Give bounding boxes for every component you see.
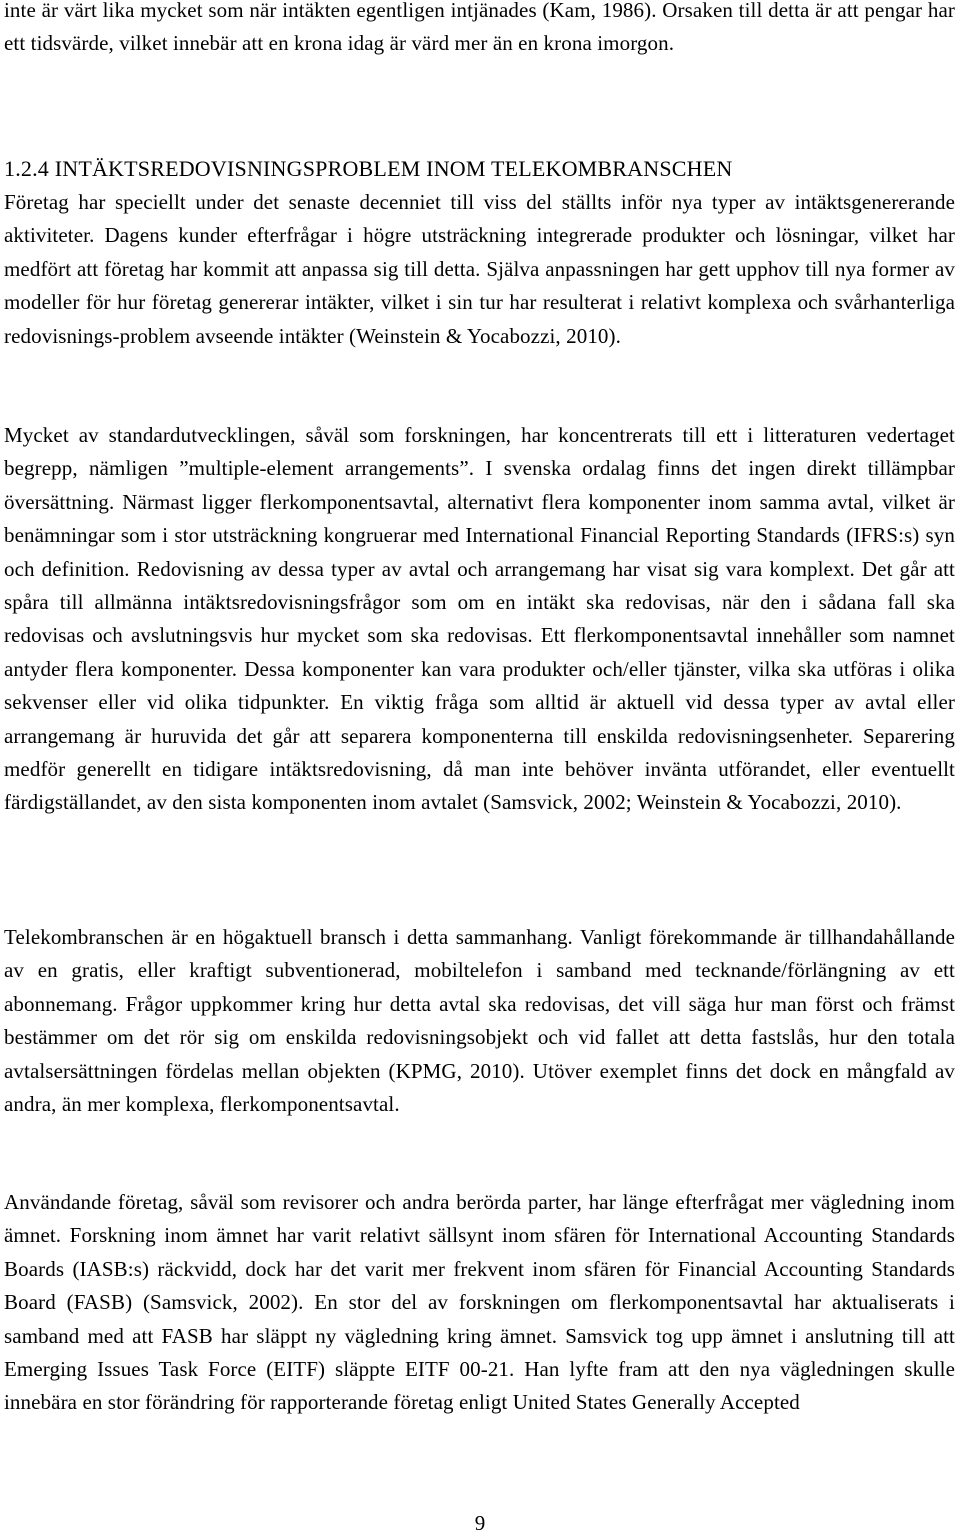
paragraph-company-adaptation: Företag har speciellt under det senaste decenniet till viss del ställts inför nya typer av intäktsgenererande aktiviteter. Dagens kunder efterfrågar i högre utsträckning integrerade produkter och lösningar, vilket har medfört att företag har kommit att anpassa sig till detta. Själva anpassningen har gett upphov till nya former av modeller för hur företag genererar intäkter, vilket i sin tur har resulterat i relativt komplexa och svårhanterliga redovisnings-problem avseende intäkter (Weinstein & Yocabozzi, 2010). (4, 190, 955, 348)
paragraph-guidance-demand: Användande företag, såväl som revisorer och andra berörda parter, har länge efterfrågat mer vägledning inom ämnet. Forskning inom ämnet har varit relativt sällsynt inom sfären för International Accounting Standards Boards (IASB:s) räckvidd, dock har det varit mer frekvent inom sfären för Financial Accounting Standards Board (FASB) (Samsvick, 2002). En stor del av forskningen om flerkomponentsavtal har aktualiserats i samband med att FASB har släppt ny vägledning kring ämnet. Samsvick tog upp ämnet i anslutning till att Emerging Issues Task Force (EITF) släppte EITF 00-21. Han lyfte fram att den nya vägledningen skulle innebära en stor förändring för rapporterande företag enligt United States Generally Accepted (4, 1190, 955, 1415)
section-heading: 1.2.4 INTÄKTSREDOVISNINGSPROBLEM INOM TELEKOMBRANSCHEN (4, 156, 733, 181)
page-number: 9 (474, 1511, 486, 1535)
paragraph-multiple-element-arrangements: Mycket av standardutvecklingen, såväl som forskningen, har koncentrerats till ett i litteraturen vedertaget begrepp, nämligen ”multiple-element arrangements”. I svenska ordalag finns det ingen direkt tillämpbar översättning. Närmast ligger flerkomponentsavtal, alternativt flera komponenter inom samma avtal, vilket är benämningar som i stor utsträckning kongruerar med International Financial Reporting Standards (IFRS:s) syn och definition. Redovisning av dessa typer av avtal och arrangemang har visat sig vara komplext. Det går att spåra till allmänna intäktsredovisningsfrågor som om en intäkt ska redovisas, när den i sådana fall ska redovisas och avslutningsvis hur mycket som ska redovisas. Ett flerkomponentsavtal innehåller som namnet antyder flera komponenter. Dessa komponenter kan vara produkter och/eller tjänster, vilka ska utföras i olika sekvenser eller vid olika tidpunkter. En viktig fråga som alltid är aktuell vid dessa typer av avtal eller arrangemang är huruvida det går att separera komponenterna till enskilda redovisningsenheter. Separering medför generellt en tidigare intäktsredovisning, då man inte behöver invänta utförandet, eller eventuellt färdigställandet, av den sista komponenten inom avtalet (Samsvick, 2002; Weinstein & Yocabozzi, 2010). (4, 423, 955, 815)
intro-paragraph: inte är värt lika mycket som när intäkten egentligen intjänades (Kam, 1986). Orsaken till detta är att pengar har ett tidsvärde, vilket innebär att en krona idag är värd mer än en krona imorgon. (4, 0, 955, 56)
paragraph-telecom-industry: Telekombranschen är en högaktuell bransch i detta sammanhang. Vanligt förekommande är tillhandahållande av en gratis, eller kraftigt subventionerad, mobiltelefon i samband med tecknande/förlängning av ett abonnemang. Frågor uppkommer kring hur detta avtal ska redovisas, det vill säga hur man först och främst bestämmer om det rör sig om enskilda redovisningsobjekt och vid fallet att detta fastslås, hur den totala avtalsersättningen fördelas mellan objekten (KPMG, 2010). Utöver exemplet finns det dock en mångfald av andra, än mer komplexa, flerkomponentsavtal. (4, 925, 955, 1117)
